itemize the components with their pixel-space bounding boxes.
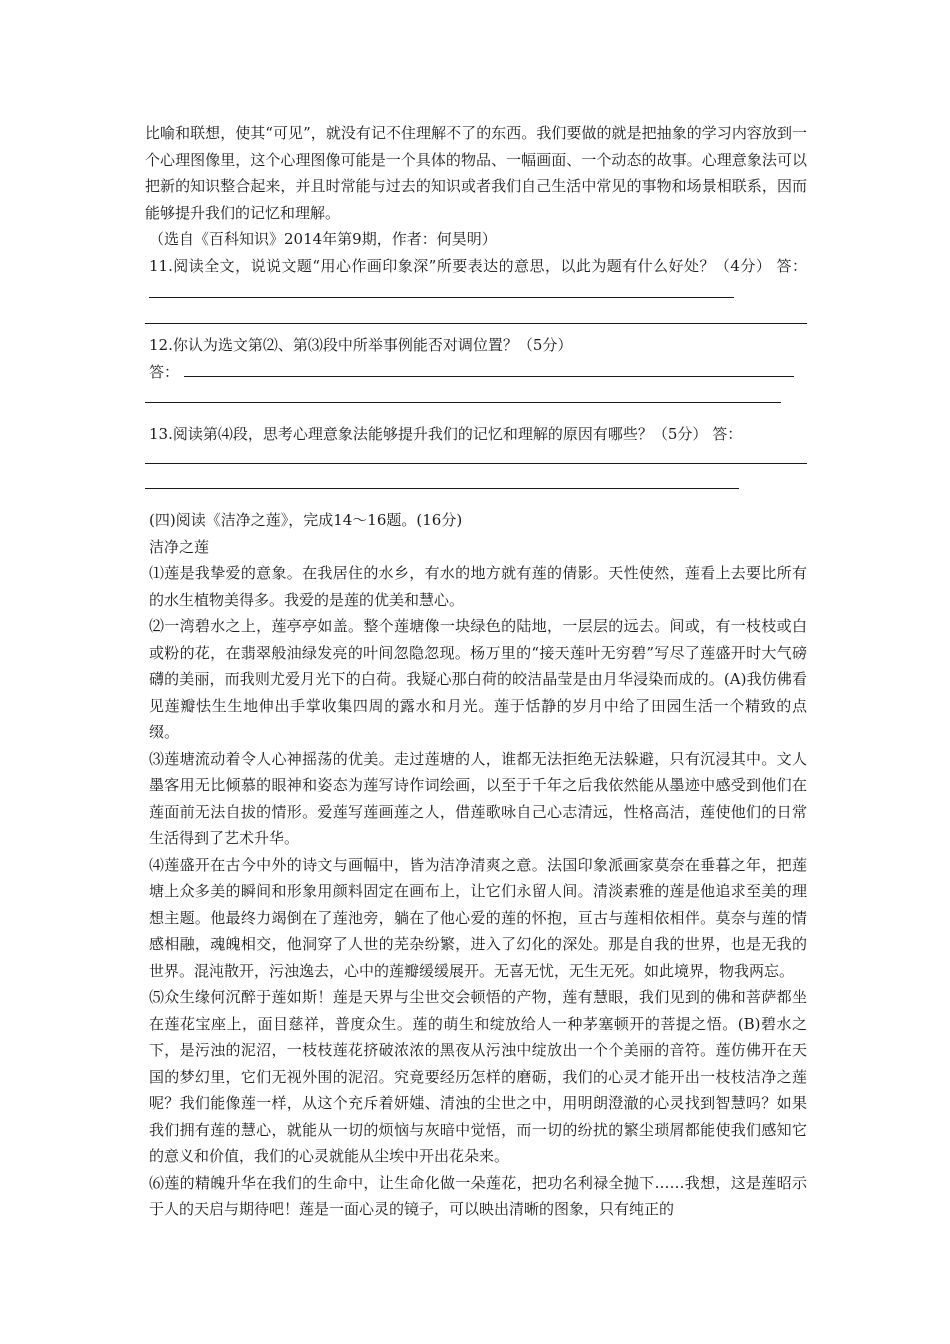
answer-line[interactable] [145,447,807,464]
question-11-text: 11.阅读全文，说说文题“用心作画印象深”所要表达的意思，以此为题有什么好处？（4分） [149,256,772,275]
reading-section [145,507,807,1223]
section-heading: (四)阅读《洁净之莲》，完成14～16题。(16分) [149,511,463,529]
intro-paragraph: 比喻和联想，使其“可见”，就没有记不住理解不了的东西。我们要做的就是把抽象的学习内容放到一个心理图像里，这个心理图像可能是一个具体的物品、一幅画面、一个动态的故事。心理意象法可以把新的知识整合起来，并且时常能与过去的知识或者我们自己生活中常见的事物和场景相联系，因而能够提升我们的记忆和理解。 [145,124,807,222]
article-paragraph-5: ⑸众生缘何沉醉于莲如斯！莲是天界与尘世交会顿悟的产物，莲有慧眼，我们见到的佛和菩萨都坐在莲花宝座上，面目慈祥，普度众生。莲的萌生和绽放给人一种茅塞顿开的菩提之悟。(B)碧水之下，是污浊的泥沼，一枝枝莲花挤破浓浓的黑夜从污浊中绽放出一个个美丽的音符。莲仿佛开在天国的梦幻里，它们无视外围的泥沼。究竟要经历怎样的磨砺，我们的心灵才能开出一枝枝洁净之莲呢？我们能像莲一样，从这个充斥着妍媸、清浊的尘世之中，用明朗澄澈的心灵找到智慧吗？如果我们拥有莲的慧心，就能从一切的烦恼与灰暗中觉悟，而一切的纷扰的繁尘琐屑都能使我们感知它的意义和价值，我们的心灵就能从尘埃中开出花朵来。 [149,988,807,1165]
answer-line[interactable] [145,386,781,403]
question-11-answer-label: 答： [776,256,807,275]
answer-line[interactable] [145,307,807,324]
question-13-answer-label: 答： [712,424,743,443]
answer-line[interactable] [145,472,739,489]
question-11 [145,253,807,324]
answer-line[interactable] [184,358,794,377]
article-paragraph-2: ⑵一湾碧水之上，莲亭亭如盖。整个莲塘像一块绿色的陆地，一层层的远去。间或，有一枝枝或白或粉的花，在翡翠般油绿发亮的叶间忽隐忽现。杨万里的“接天莲叶无穷碧”写尽了莲盛开时大气磅礴的美丽，而我则尤爱月光下的白荷。我疑心那白荷的皎洁晶莹是由月华浸染而成的。(A)我仿佛看见莲瓣怯生生地伸出手掌收集四周的露水和月光。莲于恬静的岁月中给了田园生活一个精致的点缀。 [149,617,807,741]
article-paragraph-4: ⑷莲盛开在古今中外的诗文与画幅中，皆为洁净清爽之意。法国印象派画家莫奈在垂暮之年，把莲塘上众多美的瞬间和形象用颜料固定在画布上，让它们永留人间。清淡素雅的莲是他追求至美的理想主题。他最终力竭倒在了莲池旁，躺在了他心爱的莲的怀抱，亘古与莲相依相伴。莫奈与莲的情感相融，魂魄相交，他洞穿了人世的芜杂纷繁，进入了幻化的深处。那是自我的世界，也是无我的世界。混沌散开，污浊逸去，心中的莲瓣缓缓展开。无喜无忧，无生无死。如此境界，物我两忘。 [149,855,807,980]
article-paragraph-1: ⑴莲是我挚爱的意象。在我居住的水乡，有水的地方就有莲的倩影。天性使然，莲看上去要比所有的水生植物美得多。我爱的是莲的优美和慧心。 [149,564,807,609]
document-content [145,120,807,1223]
article-title: 洁净之莲 [149,537,210,556]
question-13 [145,421,807,490]
article-paragraph-3: ⑶莲塘流动着令人心神摇荡的优美。走过莲塘的人，谁都无法拒绝无法躲避，只有沉浸其中。文人墨客用无比倾慕的眼神和姿态为莲写诗作词绘画，以至于千年之后我依然能从墨迹中感受到他们在莲面前无法自拔的情形。爱莲写莲画莲之人，借莲歌咏自己心志清远，性格高洁，莲使他们的日常生活得到了艺术升华。 [149,749,807,847]
question-12-answer-label: 答： [149,363,180,381]
answer-line[interactable] [149,279,734,298]
question-12-text: 12.你认为选文第⑵、第⑶段中所举事例能否对调位置？（5分） [149,335,573,354]
question-13-text: 13.阅读第⑷段，思考心理意象法能够提升我们的记忆和理解的原因有哪些？（5分） [149,424,708,443]
question-12 [145,332,807,403]
source-note: （选自《百科知识》2014年第9期，作者：何昊明） [149,230,497,248]
article-paragraph-6: ⑹莲的精魄升华在我们的生命中，让生命化做一朵莲花，把功名利禄全抛下……我想，这是莲昭示于人的天启与期待吧！莲是一面心灵的镜子，可以映出清晰的图象，只有纯正的 [149,1173,807,1218]
